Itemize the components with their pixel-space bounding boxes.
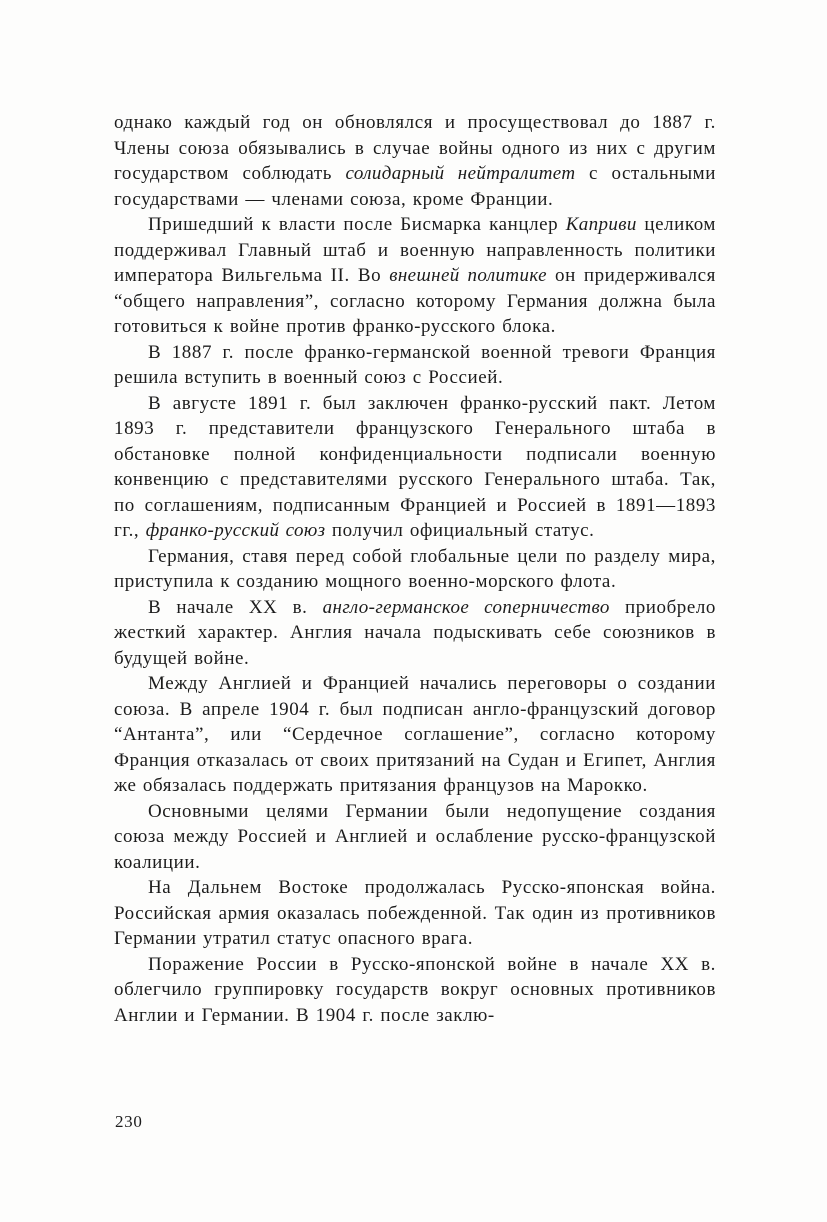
text-run: Поражение России в Русско-японской войне в начале XX в. облегчило группировку государств вокруг основных противников Англии и Германии. В 1904 г. после заклю-	[114, 953, 716, 1026]
paragraph	[114, 799, 716, 876]
text-run: На Дальнем Востоке продолжалась Русско-японская война. Российская армия оказалась побежденной. Так один из противников Германии утратил статус опасного врага.	[114, 877, 716, 949]
text-run: целиком поддерживал Главный штаб и военную направленность политики императора Вильгельма II. Во	[114, 214, 716, 286]
text-run: он придерживался “общего направления”, согласно которому Германия должна была готовиться к войне против франко-русского блока.	[114, 265, 716, 337]
text-run: Между Англией и Францией начались переговоры о создании союза. В апреле 1904 г. был подписан англо-французский договор “Антанта”, или “Сердечное соглашение”, согласно которому Франция отказалась от своих притязаний на Судан и Египет, Англия же обязалась поддержать притязания французов на Марокко.	[114, 673, 716, 796]
italic-text-run: внешней политике	[389, 265, 547, 286]
paragraph	[114, 595, 716, 672]
paragraph	[114, 875, 716, 952]
paragraph	[114, 952, 716, 1029]
text-run: однако каждый год он обновлялся и просуществовал до 1887 г. Члены союза обязывались в случае войны одного из них с другим государством соблюдать	[114, 112, 716, 184]
text-run: Пришедший к власти после Бисмарка канцлер	[148, 214, 566, 235]
text-run: В 1887 г. после франко-германской военной тревоги Франция решила вступить в военный союз с Россией.	[114, 341, 716, 388]
text-run: приобрело жесткий характер. Англия начала подыскивать себе союзников в будущей войне.	[114, 596, 717, 669]
paragraph	[114, 110, 716, 212]
text-run: Германия, ставя перед собой глобальные цели по разделу мира, приступила к созданию мощного военно-морского флота.	[114, 545, 716, 592]
page-number: 230	[115, 1112, 143, 1131]
paragraph	[114, 671, 716, 799]
text-run: В начале XX в.	[148, 596, 323, 618]
text-run: Основными целями Германии были недопущение создания союза между Россией и Англией и ослабление русско-французской коалиции.	[114, 800, 716, 873]
page-text	[114, 110, 716, 1028]
italic-text-run: солидарный нейтралитет	[345, 163, 576, 184]
text-run: получил официальный статус.	[325, 520, 595, 541]
text-run: с остальными государствами — членами союза, кроме Франции.	[114, 163, 717, 210]
text-run: В августе 1891 г. был заключен франко-русский пакт. Летом 1893 г. представители французского Генерального штаба в обстановке полной конфиденциальности подписали военную конвенцию с представителями русского Генерального штаба. Так, по соглашениям, подписанным Францией и Россией в 1891—1893 гг.,	[114, 392, 716, 541]
paragraph	[114, 212, 716, 340]
italic-text-run: Каприви	[565, 214, 637, 235]
italic-text-run: франко-русский союз	[145, 520, 326, 541]
paragraph	[114, 391, 716, 544]
italic-text-run: англо-германское соперничество	[322, 596, 610, 618]
paragraph	[114, 340, 716, 391]
paragraph	[114, 544, 716, 595]
